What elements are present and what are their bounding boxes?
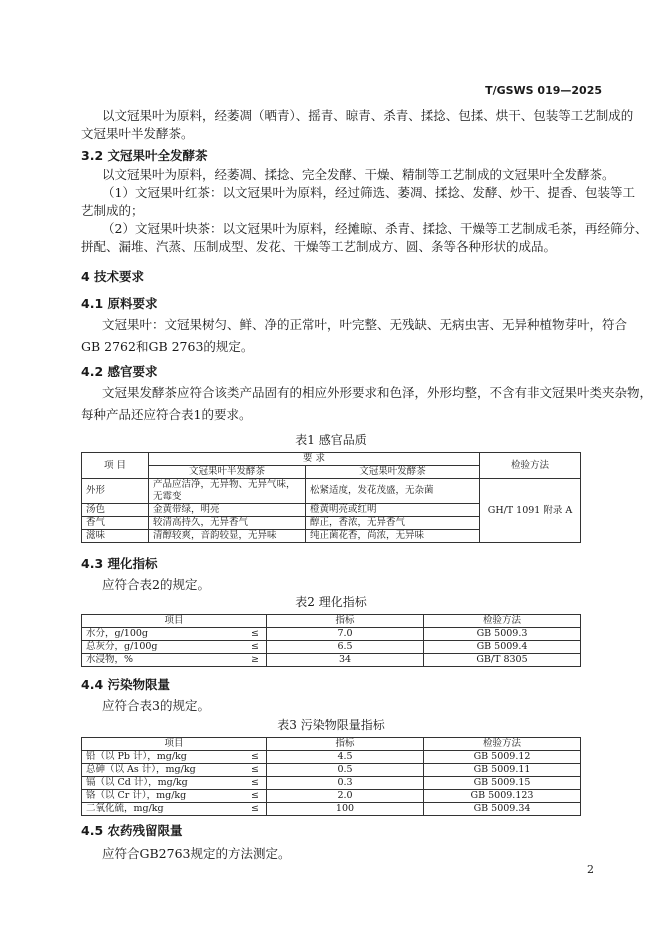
- section-4-4-para: 应符合表3的规定。: [102, 698, 210, 713]
- table-1-cell-item: 香气: [82, 517, 149, 530]
- table-3-cell-item: 二氧化硫，mg/kg: [82, 803, 245, 816]
- table-2-cell-operator: ≤: [244, 641, 267, 654]
- table-2-header-index: 指标: [267, 615, 424, 628]
- section-4-2-para-1: 文冠果发酵茶应符合该类产品固有的相应外形要求和色泽，外形均整，不含有非文冠果叶类夹杂物，: [102, 385, 653, 400]
- table-2-header-method: 检验方法: [424, 615, 581, 628]
- standard-id: T/GSWS 019—2025: [485, 84, 602, 97]
- table-2-cell-method: GB 5009.3: [424, 628, 581, 641]
- table-2-cell-item: 总灰分，g/100g: [82, 641, 245, 654]
- table-3-cell-value: 2.0: [267, 790, 424, 803]
- section-4-3-heading: 4.3 理化指标: [81, 556, 158, 571]
- section-4-heading: 4 技术要求: [81, 269, 145, 284]
- section-4-1-para-1-cont: GB 2762和GB 2763的规定。: [81, 339, 254, 354]
- table-3-cell-method: GB 5009.34: [424, 803, 581, 816]
- table-1-cell-item: 汤色: [82, 504, 149, 517]
- table-2-cell-value: 6.5: [267, 641, 424, 654]
- table-3-cell-item: 铬（以 Cr 计），mg/kg: [82, 790, 245, 803]
- table-3-cell-operator: ≤: [244, 803, 267, 816]
- intro-line-1: 以文冠果叶为原料，经萎凋（晒青）、摇青、晾青、杀青、揉捻、包揉、烘干、包装等工艺制成的: [102, 108, 634, 123]
- table-row: [82, 764, 581, 777]
- table-2-header-item: 项目: [82, 615, 267, 628]
- table-row: [82, 777, 581, 790]
- table-3-cell-value: 4.5: [267, 751, 424, 764]
- table-row: [82, 641, 581, 654]
- table-1-cell-full: 橙黄明亮或红明: [306, 504, 480, 517]
- table-row: [82, 654, 581, 667]
- table-1-header-semi: 文冠果叶半发酵茶: [149, 466, 306, 479]
- table-1-cell-semi: 清醇较爽，音韵较显，无异味: [149, 530, 306, 543]
- contaminant-limits-table: [81, 737, 581, 816]
- section-3-2-para-3: （2）文冠果叶块茶：以文冠果叶为原料，经摊晾、杀青、揉捻、干燥等工艺制成毛茶，再经筛分、: [102, 221, 648, 236]
- page-number: 2: [587, 863, 594, 876]
- table-3-caption: 表3 污染物限量指标: [277, 718, 385, 732]
- table-1-cell-method: GH/T 1091 附录 A: [480, 479, 581, 543]
- table-1-cell-semi-line-1: 产品应洁净，无异物、无异气味，: [153, 479, 296, 490]
- sensory-quality-table: [81, 452, 581, 543]
- table-row: [82, 628, 581, 641]
- intro-line-2: 文冠果叶半发酵茶。: [81, 126, 194, 141]
- table-2-cell-value: 34: [267, 654, 424, 667]
- physicochemical-table: [81, 614, 581, 667]
- section-4-2-heading: 4.2 感官要求: [81, 364, 158, 379]
- table-3-cell-method: GB 5009.11: [424, 764, 581, 777]
- table-3-cell-value: 0.3: [267, 777, 424, 790]
- table-2-caption: 表2 理化指标: [295, 595, 367, 609]
- table-3-cell-value: 0.5: [267, 764, 424, 777]
- table-1-cell-full: 醇正，香浓，无异香气: [306, 517, 480, 530]
- table-3-cell-item: 镉（以 Cd 计），mg/kg: [82, 777, 245, 790]
- table-row: [82, 803, 581, 816]
- table-2-cell-value: 7.0: [267, 628, 424, 641]
- table-3-cell-operator: ≤: [244, 790, 267, 803]
- section-4-1-heading: 4.1 原料要求: [81, 296, 158, 311]
- table-3-cell-value: 100: [267, 803, 424, 816]
- table-1-cell-full: 松紧适度，发花茂盛，无杂菌: [306, 479, 480, 504]
- table-3-cell-method: GB 5009.12: [424, 751, 581, 764]
- table-1-cell-semi: 金黄带绿，明亮: [149, 504, 306, 517]
- section-4-5-para: 应符合GB2763规定的方法测定。: [102, 846, 291, 861]
- section-4-4-heading: 4.4 污染物限量: [81, 677, 170, 692]
- section-3-2-para-1: 以文冠果叶为原料，经萎凋、揉捻、完全发酵、干燥、精制等工艺制成的文冠果叶全发酵茶。: [102, 167, 615, 182]
- table-3-cell-operator: ≤: [244, 751, 267, 764]
- table-1-caption: 表1 感官品质: [295, 433, 367, 447]
- table-2-cell-method: GB 5009.4: [424, 641, 581, 654]
- table-3-header-item: 项目: [82, 738, 267, 751]
- table-3-header-method: 检验方法: [424, 738, 581, 751]
- table-2-cell-item: 水浸物，%: [82, 654, 245, 667]
- table-1-cell-semi: 较清高持久，无异香气: [149, 517, 306, 530]
- table-2-cell-method: GB/T 8305: [424, 654, 581, 667]
- table-1-cell-item: 滋味: [82, 530, 149, 543]
- table-1-cell-full: 纯正菌花香，尚浓，无异味: [306, 530, 480, 543]
- table-1-cell-semi: [149, 479, 306, 504]
- table-3-cell-operator: ≤: [244, 777, 267, 790]
- section-3-2-heading: 3.2 文冠果叶全发酵茶: [81, 148, 208, 163]
- table-3-cell-method: GB 5009.123: [424, 790, 581, 803]
- section-3-2-para-3-cont: 拼配、漏堆、汽蒸、压制成型、发花、干燥等工艺制成方、圆、条等各种形状的成品。: [81, 239, 557, 254]
- table-3-header-index: 指标: [267, 738, 424, 751]
- table-1-header-method: 检验方法: [480, 453, 581, 479]
- table-1-cell-item: 外形: [82, 479, 149, 504]
- table-row: [82, 479, 581, 504]
- table-2-cell-operator: ≤: [244, 628, 267, 641]
- table-1-header-full: 文冠果叶发酵茶: [306, 466, 480, 479]
- table-row: [82, 790, 581, 803]
- section-4-3-para: 应符合表2的规定。: [102, 577, 210, 592]
- table-2-cell-operator: ≥: [244, 654, 267, 667]
- table-3-cell-operator: ≤: [244, 764, 267, 777]
- table-1-header-item: 项 目: [82, 453, 149, 479]
- table-row: [82, 751, 581, 764]
- table-1-header-requirement: 要 求: [149, 453, 480, 466]
- table-3-cell-item: 铅（以 Pb 计），mg/kg: [82, 751, 245, 764]
- table-2-cell-item: 水分，g/100g: [82, 628, 245, 641]
- table-3-cell-method: GB 5009.15: [424, 777, 581, 790]
- section-3-2-para-2-cont: 艺制成的；: [81, 203, 144, 218]
- section-4-2-para-1-cont: 每种产品还应符合表1的要求。: [81, 407, 252, 422]
- table-1-cell-semi-line-2: 无霉变: [153, 491, 182, 502]
- section-4-1-para-1: 文冠果叶：文冠果树匀、鲜、净的正常叶，叶完整、无残缺、无病虫害、无异种植物芽叶，符合: [102, 317, 628, 332]
- section-3-2-para-2: （1）文冠果叶红茶：以文冠果叶为原料，经过筛选、萎凋、揉捻、发酵、炒干、提香、包装等工: [102, 185, 635, 200]
- section-4-5-heading: 4.5 农药残留限量: [81, 823, 183, 838]
- table-3-cell-item: 总砷（以 As 计），mg/kg: [82, 764, 245, 777]
